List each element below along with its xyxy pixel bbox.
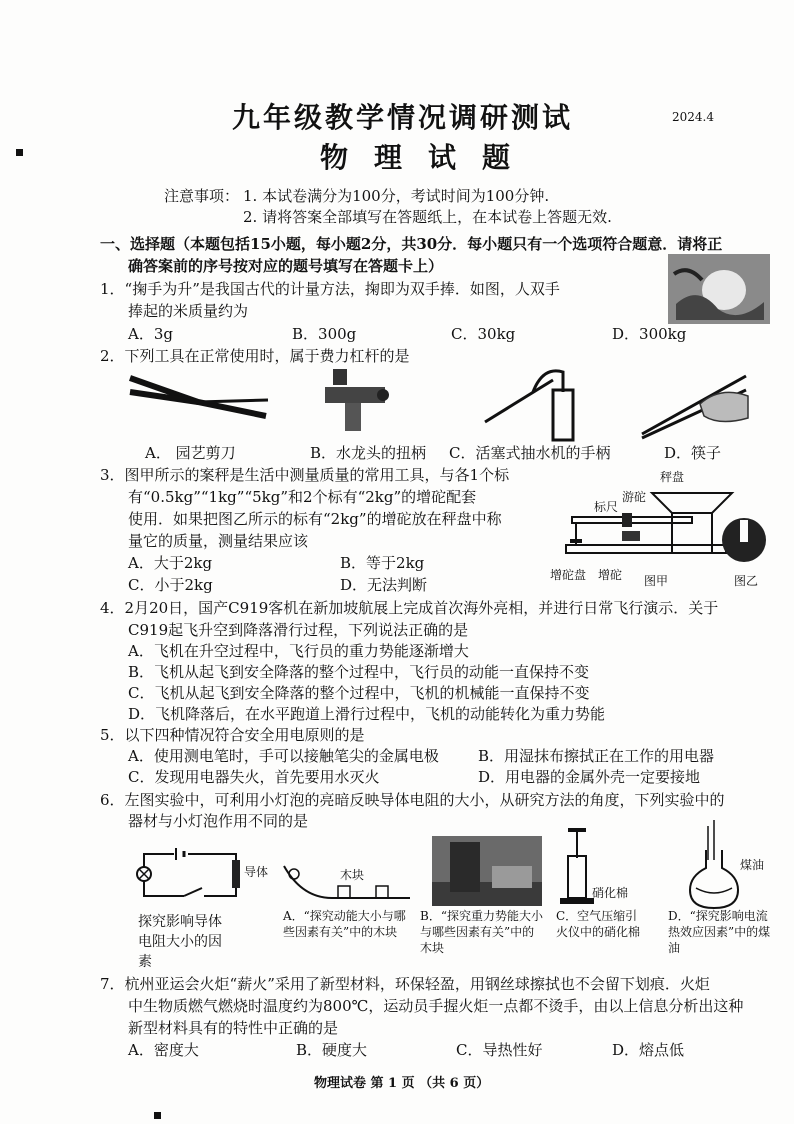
- q4-option-b: B．飞机从起飞到安全降落的整个过程中，飞行员的动能一直保持不变: [128, 663, 590, 681]
- section-heading-cont: 确答案前的序号按对应的题号填写在答题卡上）: [128, 257, 444, 275]
- q1-stem: 1．“掬手为升”是我国古代的计量方法，掬即为双手捧．如图，人双手: [100, 280, 560, 298]
- q4-option-d: D．飞机降落后，在水平跑道上滑行过程中，飞机的动能转化为重力势能: [128, 705, 606, 723]
- figure-b-label: 图乙: [734, 574, 759, 588]
- q4-option-a: A．飞机在升空过程中，飞行员的重力势能逐渐增大: [128, 642, 469, 660]
- q1-stem-cont: 捧起的米质量约为: [128, 302, 249, 320]
- exam-title: 九年级教学情况调研测试: [232, 101, 574, 134]
- q7-stem: 7．杭州亚运会火炬“薪火”采用了新型材料，环保轻盈，用钢丝球擦拭也不会留下划痕．火炬: [100, 975, 710, 993]
- kerosene-label: 煤油: [740, 858, 765, 872]
- q1-option-a: A．3g: [128, 325, 173, 343]
- q3-stem-4: 量它的质量，测量结果应该: [128, 532, 309, 550]
- q6-caption-b: B．“探究重力势能大小与哪些因素有关”中的木块: [420, 909, 543, 955]
- q5-option-a: A．使用测电笔时，手可以接触笔尖的金属电极: [128, 747, 439, 765]
- q4-option-c: C．飞机从起飞到安全降落的整个过程中，飞机的机械能一直保持不变: [128, 684, 590, 702]
- q2-stem: 2．下列工具在正常使用时，属于费力杠杆的是: [100, 347, 410, 365]
- q6-caption-a: A．“探究动能大小与哪些因素有关”中的木块: [283, 909, 406, 939]
- q3-option-d: D．无法判断: [340, 576, 428, 594]
- q6-stem: 6．左图实验中，可利用小灯泡的亮暗反映导体电阻的大小，从研究方法的角度，下列实验中的: [100, 791, 725, 809]
- chopsticks-drawing: [640, 368, 750, 440]
- weight-disc-drawing: [720, 516, 768, 564]
- q3-stem-1: 3．图甲所示的案秤是生活中测量质量的常用工具，与各1个标: [100, 466, 510, 484]
- q3-option-a: A．大于2kg: [128, 554, 213, 572]
- q6-caption-c: C．空气压缩引火仪中的硝化棉: [556, 909, 641, 939]
- faucet-drawing: [323, 365, 403, 435]
- q4-stem: 4．2月20日，国产C919客机在新加坡航展上完成首次海外亮相，并进行日常飞行演示．关于: [100, 599, 719, 617]
- q5-option-b: B．用湿抹布擦拭正在工作的用电器: [478, 747, 715, 765]
- platform-scale-drawing: [562, 485, 742, 565]
- q7-stem-cont-2: 新型材料具有的特性中正确的是: [128, 1019, 339, 1037]
- exam-date: 2024.4: [672, 110, 714, 124]
- q5-stem: 5．以下四种情况符合安全用电原则的是: [100, 726, 365, 744]
- notice-item-2: 2. 请将答案全部填写在答题纸上，在本试卷上答题无效.: [243, 208, 612, 226]
- q2-option-c: C．活塞式抽水机的手柄: [449, 444, 611, 462]
- weight-tray-label: 增砣盘: [550, 568, 587, 582]
- q5-option-c: C．发现用电器失火，首先要用水灭火: [128, 768, 380, 786]
- q3-option-c: C．小于2kg: [128, 576, 213, 594]
- q7-stem-cont-1: 中生物质燃气燃烧时温度约为800℃，运动员手握火炬一点都不烫手，由以上信息分析出这种: [128, 997, 744, 1015]
- subject-title: 物理试题: [320, 141, 537, 174]
- notice-item-1: 1. 本试卷满分为100分，考试时间为100分钟.: [243, 187, 550, 205]
- hands-holding-rice-photo: [668, 254, 770, 324]
- garden-shears-drawing: [128, 370, 268, 430]
- section-heading: 一、选择题（本题包括15小题，每小题2分，共30分．每小题只有一个选项符合题意．请将正: [100, 235, 723, 253]
- q6-stem-cont: 器材与小灯泡作用不同的是: [128, 812, 309, 830]
- q2-option-b: B．水龙头的扭柄: [310, 444, 427, 462]
- fire-syringe-drawing: [560, 828, 594, 908]
- q2-option-a: A． 园艺剪刀: [145, 444, 236, 462]
- block-label: 木块: [340, 868, 365, 882]
- q1-option-c: C．30kg: [451, 325, 516, 343]
- q6-caption-circuit: 探究影响导体电阻大小的因素: [138, 914, 222, 970]
- registration-mark-left: [16, 149, 23, 156]
- weight-label: 增砣: [598, 568, 623, 582]
- q3-option-b: B．等于2kg: [340, 554, 425, 572]
- q7-option-d: D．熔点低: [612, 1041, 685, 1059]
- q5-option-d: D．用电器的金属外壳一定要接地: [478, 768, 701, 786]
- figure-a-label: 图甲: [644, 574, 669, 588]
- flask-heating-drawing: [688, 820, 740, 910]
- resistance-circuit-diagram: [134, 848, 244, 900]
- q7-option-a: A．密度大: [128, 1041, 199, 1059]
- scale-pan-label: 秤盘: [660, 470, 685, 484]
- pump-drawing: [483, 362, 578, 442]
- q1-option-b: B．300g: [292, 325, 357, 343]
- q6-caption-d: D．“探究影响电流热效应因素”中的煤油: [668, 909, 771, 955]
- ruler-label: 标尺: [594, 500, 619, 514]
- q2-option-d: D．筷子: [664, 444, 722, 462]
- notice-label: 注意事项：: [164, 187, 240, 205]
- q7-option-c: C．导热性好: [456, 1041, 543, 1059]
- q4-stem-cont: C919起飞升空到降落滑行过程，下列说法正确的是: [128, 621, 469, 639]
- q7-option-b: B．硬度大: [296, 1041, 368, 1059]
- registration-mark-bottom: [154, 1112, 161, 1119]
- gravity-potential-photo: [432, 836, 542, 906]
- q3-stem-3: 使用．如果把图乙所示的标有“2kg”的增砣放在秤盘中称: [128, 510, 502, 528]
- nitrocellulose-label: 硝化棉: [592, 886, 629, 900]
- conductor-label: 导体: [244, 865, 269, 879]
- page-footer: 物理试卷 第 1 页 （共 6 页）: [314, 1076, 490, 1091]
- q3-stem-2: 有“0.5kg”“1kg”“5kg”和2个标有“2kg”的增砣配套: [128, 488, 477, 506]
- slider-weight-label: 游砣: [622, 490, 647, 504]
- q1-option-d: D．300kg: [612, 325, 687, 343]
